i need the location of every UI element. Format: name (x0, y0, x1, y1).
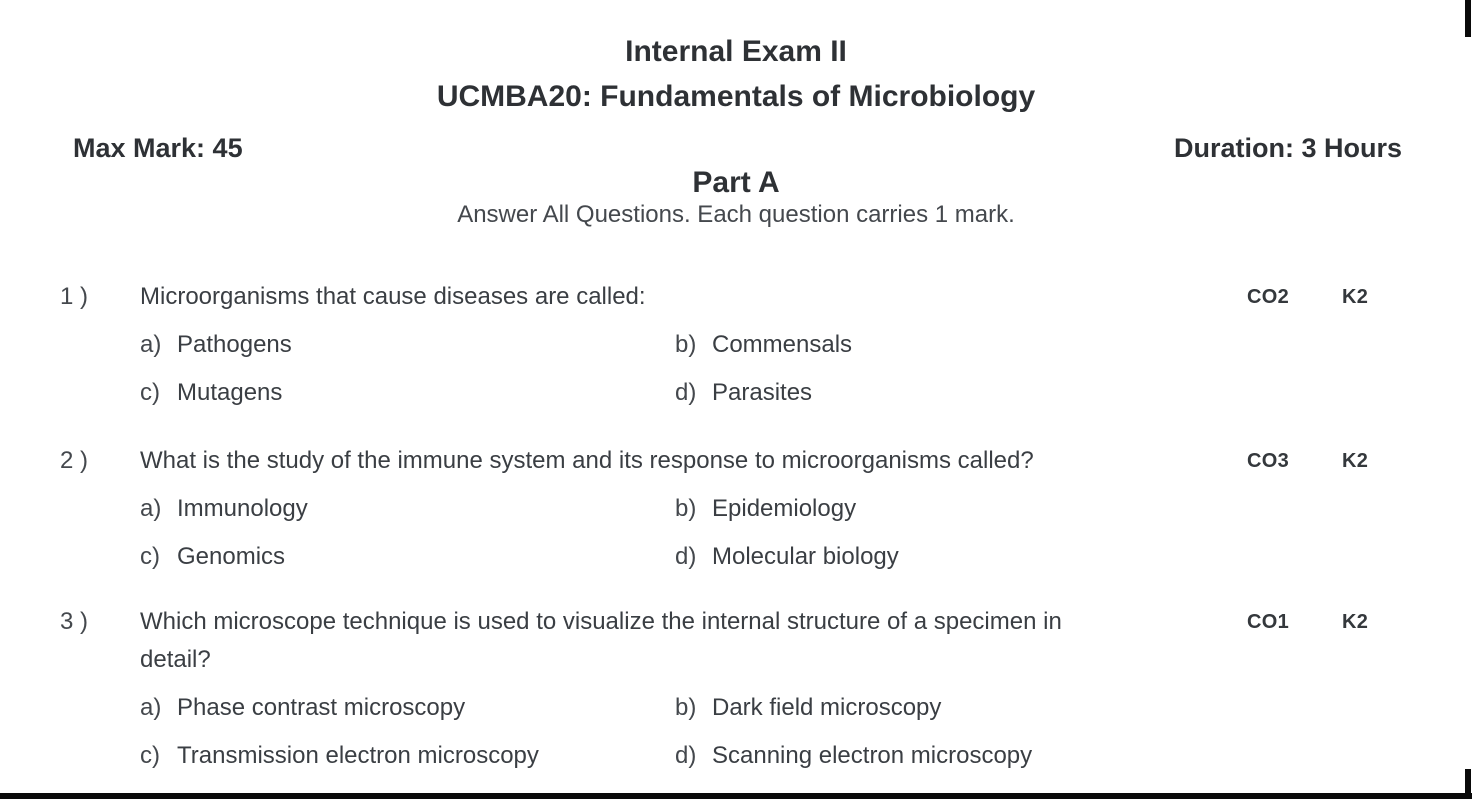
option-a (140, 326, 675, 364)
option-b (675, 326, 1472, 364)
question-number: 2 ) (60, 447, 89, 474)
question-text-line: detail? (140, 646, 211, 673)
knowledge-level-badge: K2 (1342, 286, 1369, 308)
course-outcome-badge: CO1 (1247, 611, 1290, 633)
page-edge-bottom (0, 793, 1472, 799)
option-c (140, 374, 675, 412)
option-text: Molecular biology (712, 543, 899, 570)
course-outcome-badge: CO3 (1247, 450, 1290, 472)
section-instruction: Answer All Questions. Each question carries 1 mark. (457, 201, 1015, 228)
question-text (140, 442, 1215, 480)
max-mark-label: Max Mark: 45 (73, 133, 243, 163)
option-text: Commensals (712, 331, 853, 358)
option-letter: d) (675, 379, 697, 406)
option-text: Immunology (177, 495, 308, 522)
option-text: Parasites (712, 379, 813, 406)
question-3-options (140, 689, 1472, 775)
question-3 (0, 603, 1472, 775)
option-letter: a) (140, 495, 162, 522)
option-text: Dark field microscopy (712, 694, 942, 721)
question-number: 3 ) (60, 608, 89, 635)
option-d (675, 538, 1472, 576)
option-letter: d) (675, 543, 697, 570)
option-text: Phase contrast microscopy (177, 694, 466, 721)
question-text (140, 603, 1215, 679)
option-letter: b) (675, 331, 697, 358)
exam-meta-row (0, 131, 1472, 165)
question-2-row (0, 442, 1472, 480)
option-d (675, 374, 1472, 412)
option-c (140, 737, 675, 775)
question-1 (0, 278, 1472, 412)
option-b (675, 490, 1472, 528)
question-1-row (0, 278, 1472, 316)
course-outcome-badge: CO2 (1247, 286, 1290, 308)
option-c (140, 538, 675, 576)
exam-title: Internal Exam II (625, 35, 847, 68)
question-number: 1 ) (60, 283, 89, 310)
option-letter: d) (675, 742, 697, 769)
question-text-line: Microorganisms that cause diseases are called: (140, 283, 646, 310)
question-text (140, 278, 1215, 316)
question-3-row (0, 603, 1472, 679)
question-text-line: Which microscope technique is used to visualize the internal structure of a specimen in (140, 608, 1062, 635)
option-a (140, 490, 675, 528)
option-letter: c) (140, 543, 160, 570)
option-b (675, 689, 1472, 727)
option-text: Pathogens (177, 331, 292, 358)
question-text-line: What is the study of the immune system and its response to microorganisms called? (140, 447, 1034, 474)
option-letter: a) (140, 331, 162, 358)
option-letter: c) (140, 742, 160, 769)
course-title: UCMBA20: Fundamentals of Microbiology (436, 80, 1036, 113)
option-text: Genomics (177, 543, 286, 570)
knowledge-level-badge: K2 (1342, 450, 1369, 472)
page-edge-right-top (1465, 0, 1471, 37)
option-text: Mutagens (177, 379, 283, 406)
option-text: Scanning electron microscopy (712, 742, 1033, 769)
option-letter: b) (675, 694, 697, 721)
option-letter: c) (140, 379, 160, 406)
question-2-options (140, 490, 1472, 576)
knowledge-level-badge: K2 (1342, 611, 1369, 633)
option-letter: b) (675, 495, 697, 522)
option-text: Epidemiology (712, 495, 857, 522)
option-text: Transmission electron microscopy (177, 742, 539, 769)
option-a (140, 689, 675, 727)
option-d (675, 737, 1472, 775)
section-title: Part A (692, 166, 780, 199)
option-letter: a) (140, 694, 162, 721)
duration-label: Duration: 3 Hours (1173, 133, 1402, 163)
question-1-options (140, 326, 1472, 412)
question-2 (0, 442, 1472, 576)
